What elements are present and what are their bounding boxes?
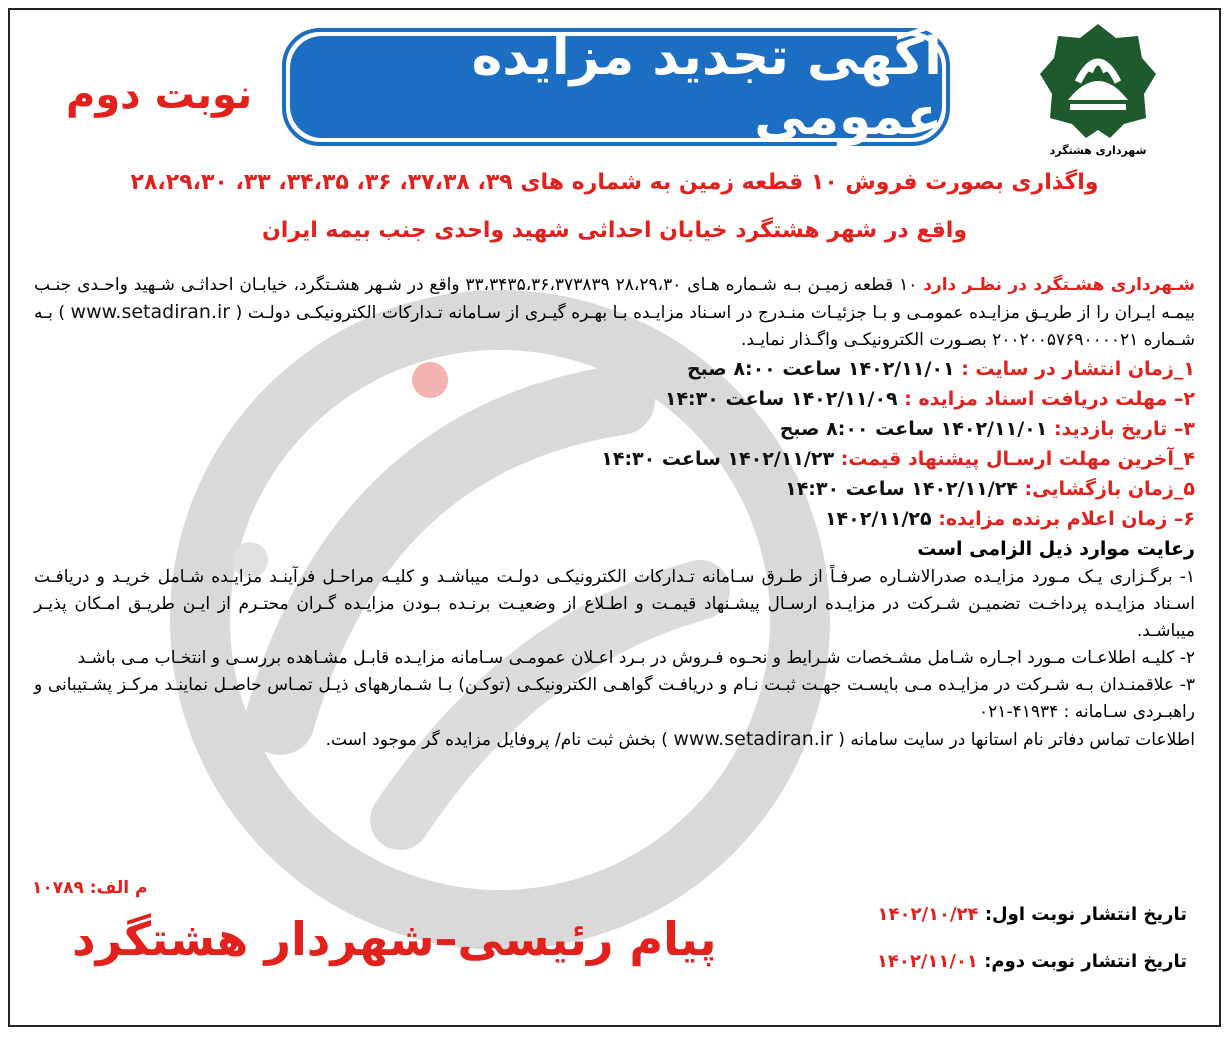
reference-number: م الف: ۱۰۷۸۹ [32,878,148,898]
rule-1: ۱- برگـزاری یـک مـورد مزایـده صدرالاشـاره صرفـاً از طـرق سـامانه تـدارکات الکترونیکـی دولـت میباشـد و کلیـه مراحـل فرآینـد مزایـده شـامل خریـد و دریافـت اسـناد مزایـده پرداخـت تضمیـن شـرکت در مزایـده ارسـال پیشـنهاد قیمـت و اطـلاع از وضعیـت برنـده بـودن مزایـده گـران محتـرم از ایـن طریـق امـکان پذیـر میباشـد. [34,567,1195,641]
contact-info: اطلاعات تماس دفاتر نام استانها در سایت سامانه ( www.setadiran.ir ) بخش ثبت نام/ پروفایل مزایده گر موجود است. [325,728,1195,750]
subtitle-line-2: واقع در شهر هشتگرد خیابان احداثی شهید واحدی جنب بیمه ایران [261,218,968,243]
title-banner [282,28,950,146]
rule-2: ۲- کلیـه اطلاعـات مـورد اجـاره شـامل مشـخصات شـرایط و نحـوه فـروش در بـرد اعـلان عمومـی سـامانه مزایـده قابـل مشـاهده بررسـی و انتخـاب مـی باشـد [77,648,1195,668]
schedule-item: ۱_زمان انتشار در سایت : ۱۴۰۲/۱۱/۰۱ ساعت ۸:۰۰ صبح [686,358,1195,380]
schedule-list [34,354,1195,534]
publish-dates [877,904,1187,998]
turn-label: نوبت دوم [66,72,253,118]
schedule-item: ۳– تاریخ بازدید: ۱۴۰۲/۱۱/۰۱ ساعت ۸:۰۰ صبح [779,418,1195,440]
schedule-item: ۵_زمان بازگشایی: ۱۴۰۲/۱۱/۲۴ ساعت ۱۴:۳۰ [785,478,1195,500]
publish-first: تاریخ انتشار نوبت اول: ۱۴۰۲/۱۰/۲۴ [877,904,1187,925]
rule-3: ۳- علاقمنـدان بـه شـرکت در مزایـده مـی بایسـت جهـت ثبـت نـام و دریافـت گواهـی الکترونیکـی (توکـن) بـا شـمارههای ذیـل تمـاس حاصـل نماینـد مرکـز پشـتیبانی و راهبـردی سـامانه : ۴۱۹۳۴-۰۲۱ [34,675,1195,722]
schedule-item: ۲– مهلت دریافت اسناد مزایده : ۱۴۰۲/۱۱/۰۹ ساعت ۱۴:۳۰ [664,388,1195,410]
intro-text-2: ) بـه شـماره ۲۰۰۲۰۰۵۷۶۹۰۰۰۰۲۱ بصـورت الکترونیکـی واگـذار نمایـد. [34,303,1195,350]
schedule-item: ۶– زمان اعلام برنده مزایده: ۱۴۰۲/۱۱/۲۵ [824,508,1195,530]
municipality-logo [1013,22,1183,162]
rules-heading: رعایت موارد ذیل الزامی است [917,538,1195,560]
intro-text-1: ۱۰ قطعه زمیـن بـه شـماره هـای ۲۸،۲۹،۳۰ ۳۳،۳۴۳۵،۳۶،۳۷۳۸۳۹ واقع در شـهر هشـتگرد، خیابـان احداثـی شـهید واحـدی جنـب بیمـه ایـران را از طریـق مزایـده عمومـی و بـا جزئیـات منـدرج در اسـناد مزایـده بـا بهـره گیـری از سـامانه تـدارکات الکترونیکـی دولـت ( [34,275,1196,323]
intro-paragraph [34,272,1195,354]
signature-mayor: پیام رئیسی–شهردار هشتگرد [72,912,717,966]
schedule-item: ۴_آخرین مهلت ارسـال پیشنهاد قیمت: ۱۴۰۲/۱۱/۲۳ ساعت ۱۴:۳۰ [601,448,1195,470]
announcement-body [34,272,1195,754]
publish-second: تاریخ انتشار نوبت دوم: ۱۴۰۲/۱۱/۰۱ [876,951,1187,972]
logo-emblem-icon [1038,22,1158,140]
advertisement-page [8,8,1221,1027]
logo-caption: شهرداری هشتگرد [1049,144,1147,157]
setad-site-link[interactable]: www.setadiran.ir [70,301,231,323]
subtitle-line-1: واگذاری بصورت فروش ۱۰ قطعه زمین به شماره های ۳۹، ۳۷،۳۸، ۳۶، ۳۴،۳۵، ۳۳، ۲۸،۲۹،۳۰ [130,170,1099,195]
setad-site-link-2[interactable]: www.setadiran.ir [673,728,833,750]
page-title: آگهی تجدید مزایده عمومی [471,27,942,147]
intro-lead: شـهرداری هشـتگرد در نظـر دارد [923,275,1195,295]
